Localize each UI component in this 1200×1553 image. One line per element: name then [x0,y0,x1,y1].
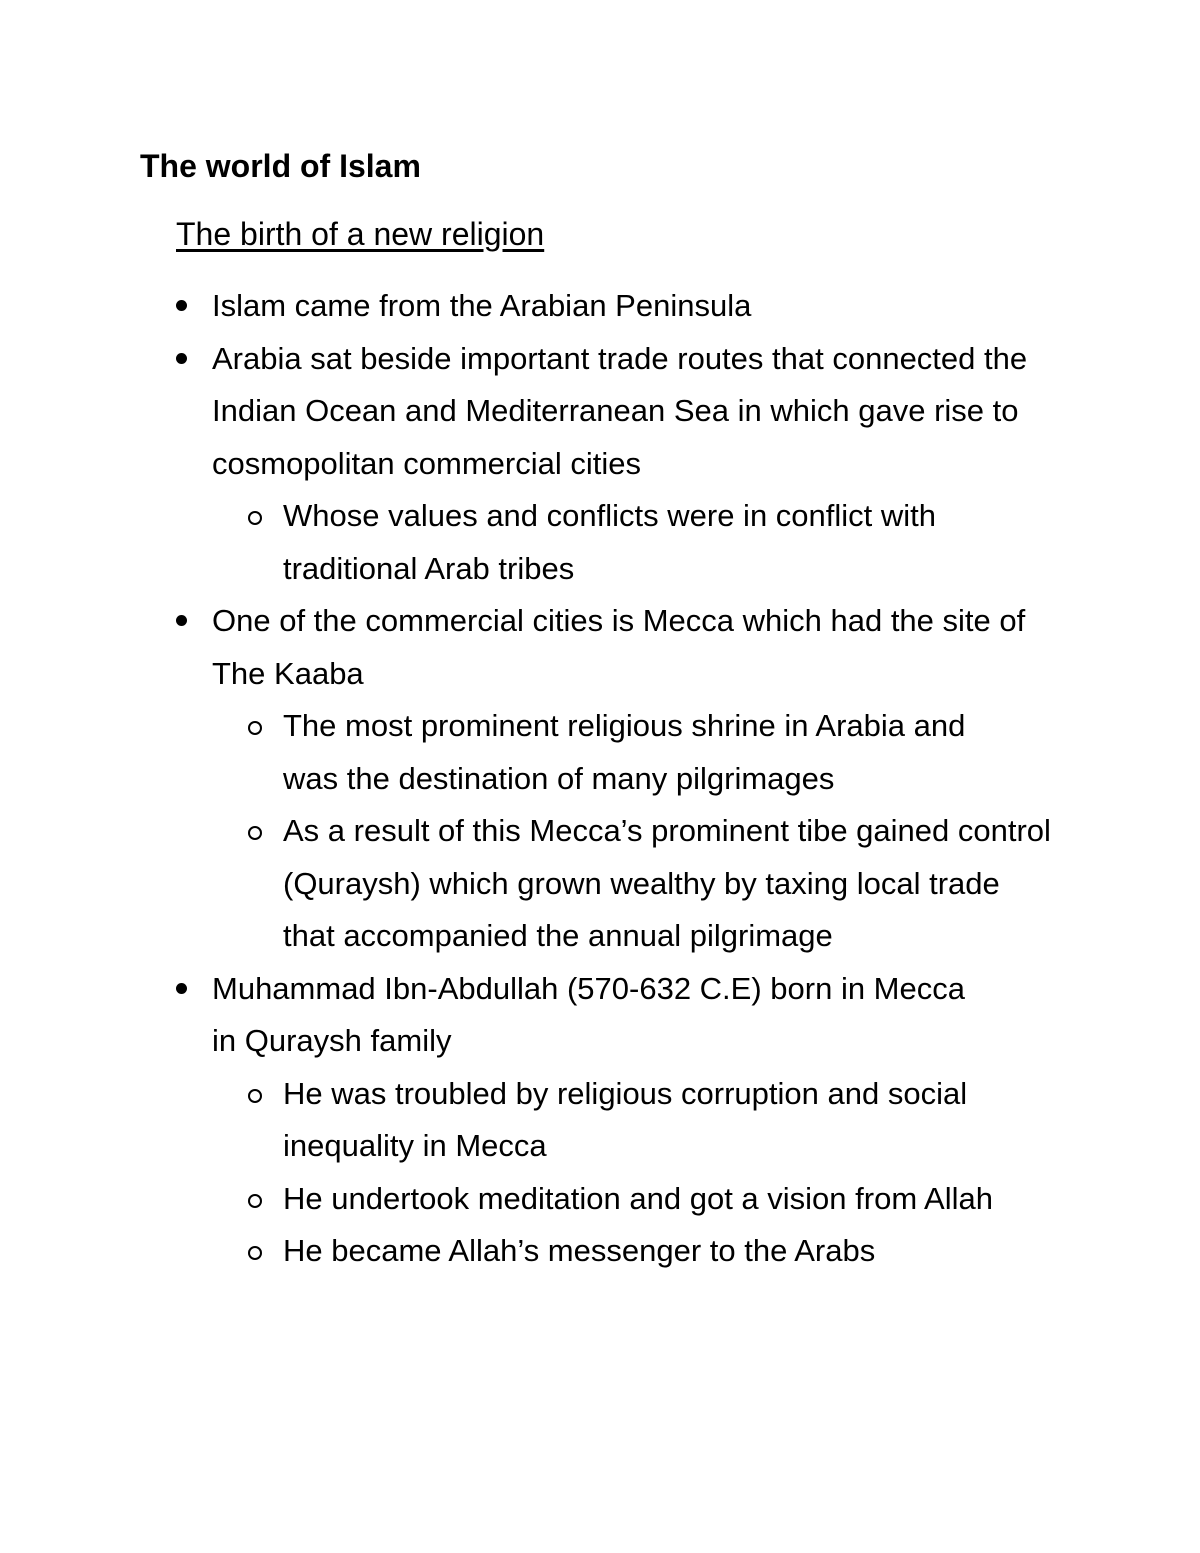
list-item [0,963,992,1278]
hollow-bullet-icon [248,721,262,735]
sub-list-item-text: He became Allah’s messenger to the Arabs [283,1233,876,1268]
sub-list-item [0,1173,1043,1226]
bullet-icon [176,300,187,311]
sub-list-item [0,1068,1003,1173]
list-item-text: Islam came from the Arabian Peninsula [212,288,752,323]
list-item [0,438,1100,596]
sub-list-item [0,805,1058,963]
hollow-bullet-icon [248,1246,262,1260]
sub-list-item-text: As a result of this Mecca’s prominent tibe gained control (Quraysh) which grown wealthy by taxing local trade that accompanied the annual pilgrimage [283,813,1051,953]
list-item [0,595,1050,963]
bullet-list [0,280,1100,1278]
hollow-bullet-icon [248,826,262,840]
sub-list-item-text: The most prominent religious shrine in Arabia and was the destination of many pilgrimages [283,708,966,796]
list-item [0,280,1100,333]
hollow-bullet-icon [248,1194,262,1208]
sub-list-item-text: Whose values and conflicts were in conflict with traditional Arab tribes [283,498,937,586]
list-item-text: Muhammad Ibn-Abdullah (570-632 C.E) born in Mecca in Quraysh family [212,970,965,1058]
hollow-bullet-icon [248,1089,262,1103]
bullet-icon [176,983,187,994]
sub-list-item [0,490,1053,595]
sub-list [0,700,1050,963]
section-heading: The birth of a new religion [176,216,545,252]
sub-list-item [0,700,1013,805]
bullet-icon [176,353,187,364]
hollow-bullet-icon [248,511,262,525]
sub-list-item [0,1225,1043,1278]
sub-list-item-text: He undertook meditation and got a vision from Allah [283,1180,993,1216]
document-title: The world of Islam [140,148,421,184]
sub-list [0,490,1100,595]
sub-list-item-text: He was troubled by religious corruption and social inequality in Mecca [283,1075,968,1163]
bullet-icon [176,615,187,626]
sub-list [0,1068,992,1278]
list-item-text: One of the commercial cities is Mecca which had the site of The Kaaba [212,603,1026,691]
list-item-text: Arabia sat beside important trade routes that connected the Indian Ocean and Mediterranean Sea in which gave rise to cosmopolitan commercial cities [212,340,1028,481]
